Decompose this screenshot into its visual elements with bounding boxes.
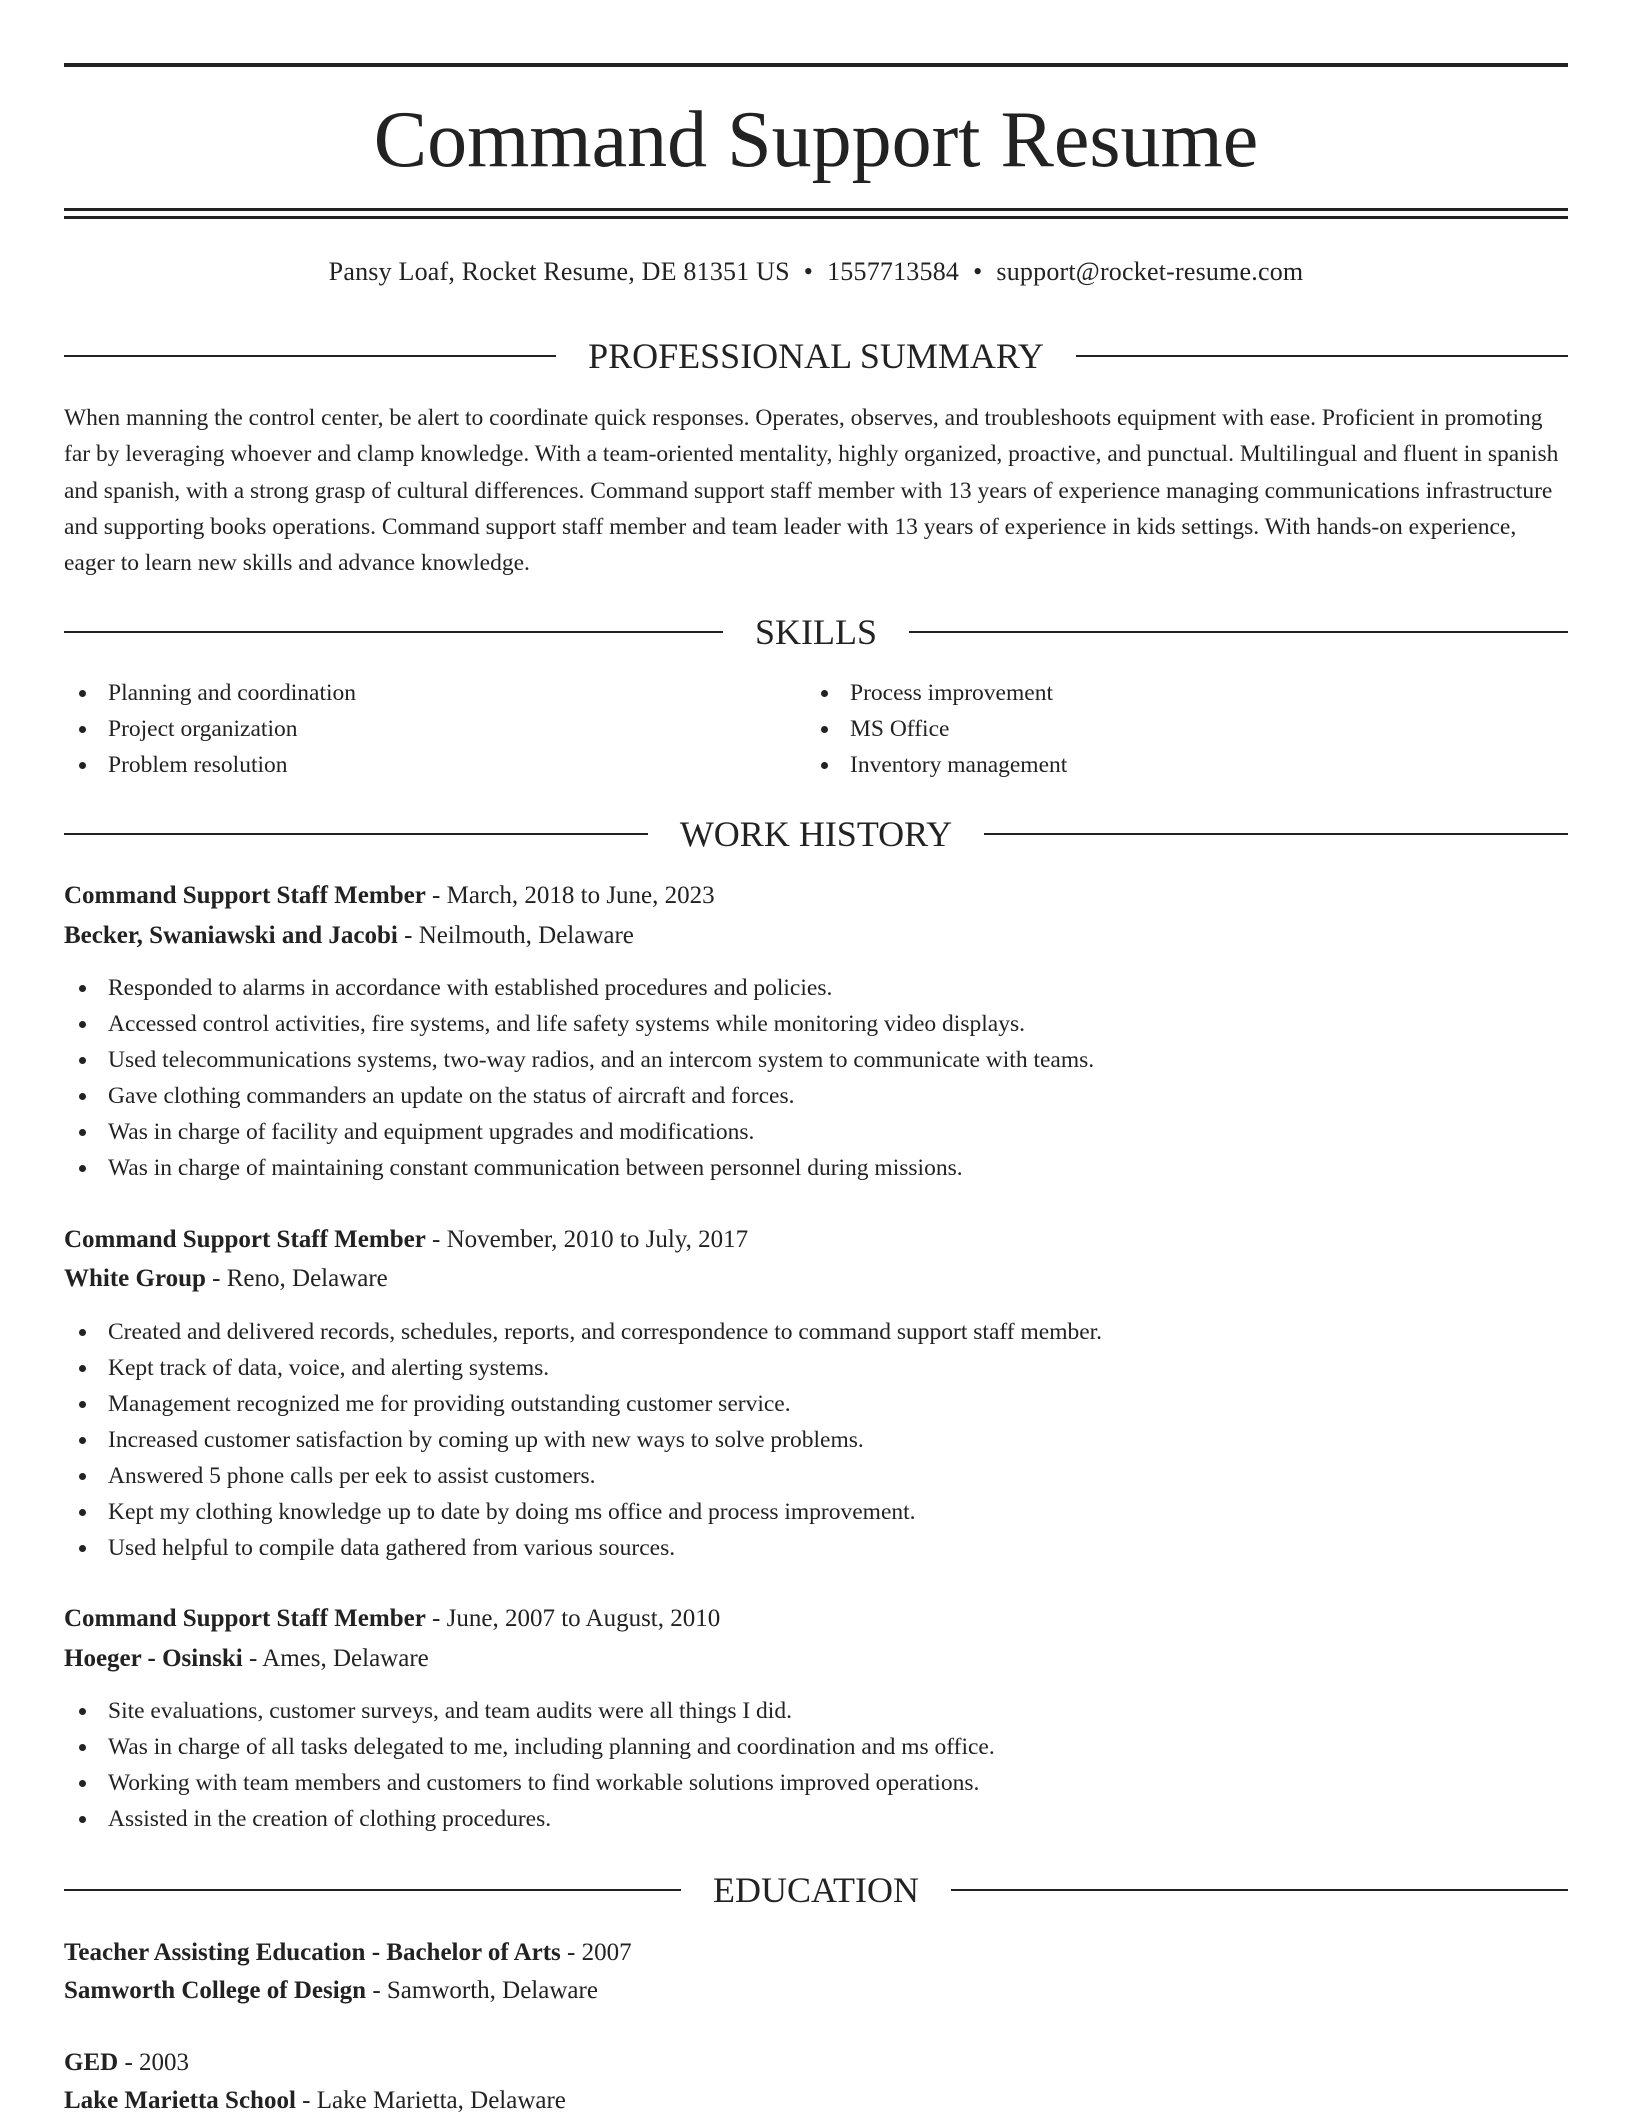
contact-separator: • (973, 257, 983, 286)
heading-rule (64, 355, 556, 357)
skill-item: Inventory management (806, 747, 1546, 783)
heading-rule (909, 631, 1568, 633)
job-duty: Kept track of data, voice, and alerting systems. (64, 1350, 1568, 1386)
education-school: Samworth College of Design (64, 1977, 367, 2004)
top-rule (64, 63, 1568, 67)
education-school: Lake Marietta School (64, 2087, 296, 2112)
resume-title: Command Support Resume (373, 96, 1259, 184)
job-duty: Kept my clothing knowledge up to date by doing ms office and process improvement. (64, 1494, 1568, 1530)
job-duty: Used helpful to compile data gathered from various sources. (64, 1530, 1568, 1566)
job-dates: - March, 2018 to June, 2023 (425, 882, 715, 909)
job-duty: Used telecommunications systems, two-way radios, and an intercom system to communicate with teams. (64, 1042, 1568, 1078)
education-degree: Teacher Assisting Education - Bachelor of Arts (64, 1939, 561, 1966)
job-location: - Reno, Delaware (205, 1265, 388, 1292)
job-employer: Becker, Swaniawski and Jacobi (64, 922, 398, 949)
job-duty: Responded to alarms in accordance with established procedures and policies. (64, 970, 1568, 1006)
heading-rule (64, 833, 648, 835)
job-title: Command Support Staff Member (64, 1605, 426, 1632)
education-school-line (64, 1973, 1568, 2009)
title-rule-upper (64, 208, 1568, 211)
skills-list-right (806, 675, 1546, 783)
contact-line (64, 256, 1568, 288)
heading-rule (64, 1889, 681, 1891)
summary-heading-label: PROFESSIONAL SUMMARY (588, 336, 1044, 376)
job-duty: Answered 5 phone calls per eek to assist customers. (64, 1458, 1568, 1494)
job-employer: White Group (64, 1265, 206, 1292)
job-duty: Increased customer satisfaction by coming up with new ways to solve problems. (64, 1422, 1568, 1458)
job-duties-list (64, 1314, 1568, 1566)
education-location: - Samworth, Delaware (366, 1977, 598, 2004)
job-duty: Working with team members and customers to find workable solutions improved operations. (64, 1765, 1568, 1801)
work-heading (64, 812, 1568, 856)
education-year: - 2007 (560, 1939, 632, 1966)
job-title: Command Support Staff Member (64, 882, 426, 909)
job-title-line (64, 878, 1568, 914)
education-heading-label: EDUCATION (713, 1870, 919, 1910)
job-title-line (64, 1601, 1568, 1637)
job-duty: Was in charge of facility and equipment upgrades and modifications. (64, 1114, 1568, 1150)
contact-separator: • (803, 257, 814, 286)
job-duty: Management recognized me for providing outstanding customer service. (64, 1386, 1568, 1422)
heading-rule (984, 833, 1568, 835)
skill-item: Planning and coordination (64, 675, 804, 711)
skill-item: Problem resolution (64, 747, 804, 783)
education-degree-line (64, 1935, 1568, 1971)
skills-list-left (64, 675, 804, 783)
contact-phone: 1557713584 (827, 257, 960, 286)
job-dates: - November, 2010 to July, 2017 (425, 1226, 749, 1253)
heading-rule (1076, 355, 1568, 357)
skills-heading (64, 610, 1568, 654)
education-degree: GED (64, 2049, 119, 2076)
job-location: - Neilmouth, Delaware (397, 922, 634, 949)
education-degree-line (64, 2045, 1568, 2081)
job-employer: Hoeger - Osinski (64, 1645, 243, 1672)
work-heading-label: WORK HISTORY (679, 814, 953, 854)
contact-email: support@rocket-resume.com (996, 257, 1304, 286)
job-org-line (64, 918, 1568, 954)
job-duty: Gave clothing commanders an update on the status of aircraft and forces. (64, 1078, 1568, 1114)
skill-item: Project organization (64, 711, 804, 747)
job-location: - Ames, Delaware (242, 1645, 429, 1672)
job-title-line (64, 1222, 1568, 1258)
job-duty: Created and delivered records, schedules, reports, and correspondence to command support staff member. (64, 1314, 1568, 1350)
education-heading (64, 1868, 1568, 1912)
job-duties-list (64, 1693, 1568, 1837)
job-duty: Assisted in the creation of clothing procedures. (64, 1801, 1568, 1837)
summary-heading (64, 334, 1568, 378)
job-org-line (64, 1261, 1568, 1297)
job-title: Command Support Staff Member (64, 1226, 426, 1253)
skill-item: Process improvement (806, 675, 1546, 711)
job-duties-list (64, 970, 1568, 1186)
job-duty: Site evaluations, customer surveys, and team audits were all things I did. (64, 1693, 1568, 1729)
education-location: - Lake Marietta, Delaware (295, 2087, 566, 2112)
heading-rule (951, 1889, 1568, 1891)
job-duty: Accessed control activities, fire systems, and life safety systems while monitoring video displays. (64, 1006, 1568, 1042)
heading-rule (64, 631, 723, 633)
job-org-line (64, 1641, 1568, 1677)
job-duty: Was in charge of maintaining constant communication between personnel during missions. (64, 1150, 1568, 1186)
summary-text: When manning the control center, be alert to coordinate quick responses. Operates, observes, and troubleshoots equipment with ease. Proficient in promoting far by leveraging whoever and clamp knowledge. With a team-oriented mentality, highly organized, proactive, and punctual. Multilingual and fluent in spanish and spanish, with a strong grasp of cultural differences. Command support staff member with 13 years of experience managing communications infrastructure and supporting books operations. Command support staff member and team leader with 13 years of experience in kids settings. With hands-on experience, eager to learn new skills and advance knowledge. (64, 405, 1559, 577)
education-school-line (64, 2083, 1568, 2112)
title-rule-lower (64, 216, 1568, 219)
education-year: - 2003 (118, 2049, 190, 2076)
job-duty: Was in charge of all tasks delegated to me, including planning and coordination and ms office. (64, 1729, 1568, 1765)
job-dates: - June, 2007 to August, 2010 (425, 1605, 721, 1632)
contact-address: Pansy Loaf, Rocket Resume, DE 81351 US (328, 257, 790, 286)
skills-heading-label: SKILLS (755, 612, 878, 652)
skill-item: MS Office (806, 711, 1546, 747)
